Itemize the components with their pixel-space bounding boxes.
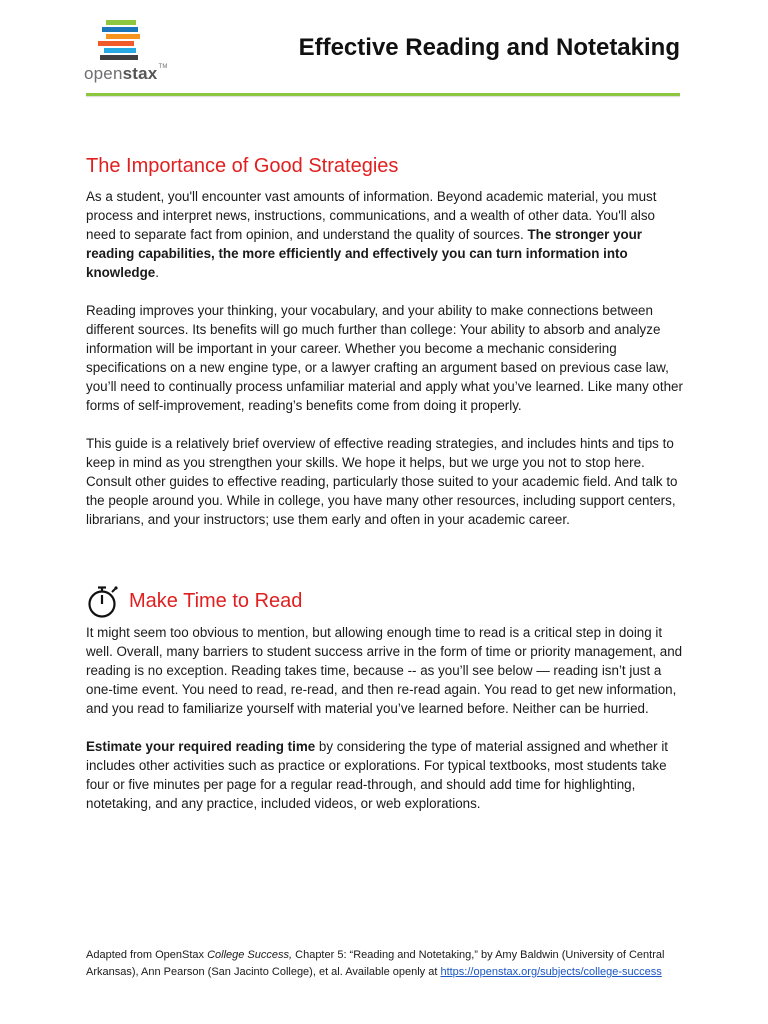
footer-attribution: Adapted from OpenStax College Success, Chapter 5: “Reading and Notetaking,” by Amy Baldwin (University of Central Arkansas), Ann Pearson (San Jacinto College), et al. Available openly at https://openstax.org/subjects/college-success [86, 949, 665, 978]
paragraph-5: Estimate your required reading time by considering the type of material assigned and whether it includes other activities such as practice or explorations. For typical textbooks, most students take four or five minutes per page for a regular read-through, and should add time for highlighting, notetaking, and any practice, included videos, or web explorations. [86, 739, 669, 811]
paragraph-3: This guide is a relatively brief overview of effective reading strategies, and includes hints and tips to keep in mind as you strengthen your skills. We hope it helps, but we urge you not to stop here. Consult other guides to effective reading, particularly those suited to your academic field. And talk to the people around you. While in college, you have many other resources, including support centers, librarians, and your instructors; use them early and often in your academic career. [86, 436, 678, 527]
openstax-logo [84, 18, 168, 83]
header-divider [86, 93, 680, 96]
logo-wordmark: openstax™ [84, 64, 168, 83]
section-heading-importance: The Importance of Good Strategies [86, 155, 399, 177]
books-logo-icon [92, 18, 148, 64]
footer-link[interactable]: https://openstax.org/subjects/college-success [440, 966, 662, 978]
paragraph-4: It might seem too obvious to mention, but allowing enough time to read is a critical step in doing it well. Overall, many barriers to student success arrive in the form of time or priority management, and reading is no exception. Reading takes time, because -- as you’ll see below — reading isn’t just a one-time event. You need to read, re-read, and then re-read again. You read to get new information, and you read to familiarize yourself with material you’ve learned before. Neither can be hurried. [86, 625, 683, 716]
section-heading-time: Make Time to Read [129, 590, 303, 612]
section-make-time [86, 623, 686, 813]
paragraph-1: As a student, you'll encounter vast amounts of information. Beyond academic material, you must process and interpret news, instructions, communications, and a wealth of other data. You'll also need to separate fact from opinion, and understand the quality of sources. The stronger your reading capabilities, the more efficiently and effectively you can turn information into knowledge. [86, 189, 657, 280]
paragraph-2: Reading improves your thinking, your vocabulary, and your ability to make connections between different sources. Its benefits will go much further than college: Your ability to absorb and analyze information will be important in your career. Whether you become a mechanic considering specifications on a new engine type, or a lawyer crafting an argument based on previous case law, you’ll need to continually process unfamiliar material and apply what you’ve learned. Like many other forms of self-improvement, reading’s benefits come from doing it properly. [86, 303, 683, 413]
section-importance [86, 155, 686, 529]
document-title: Effective Reading and Notetaking [298, 34, 680, 61]
stopwatch-icon [86, 584, 120, 620]
